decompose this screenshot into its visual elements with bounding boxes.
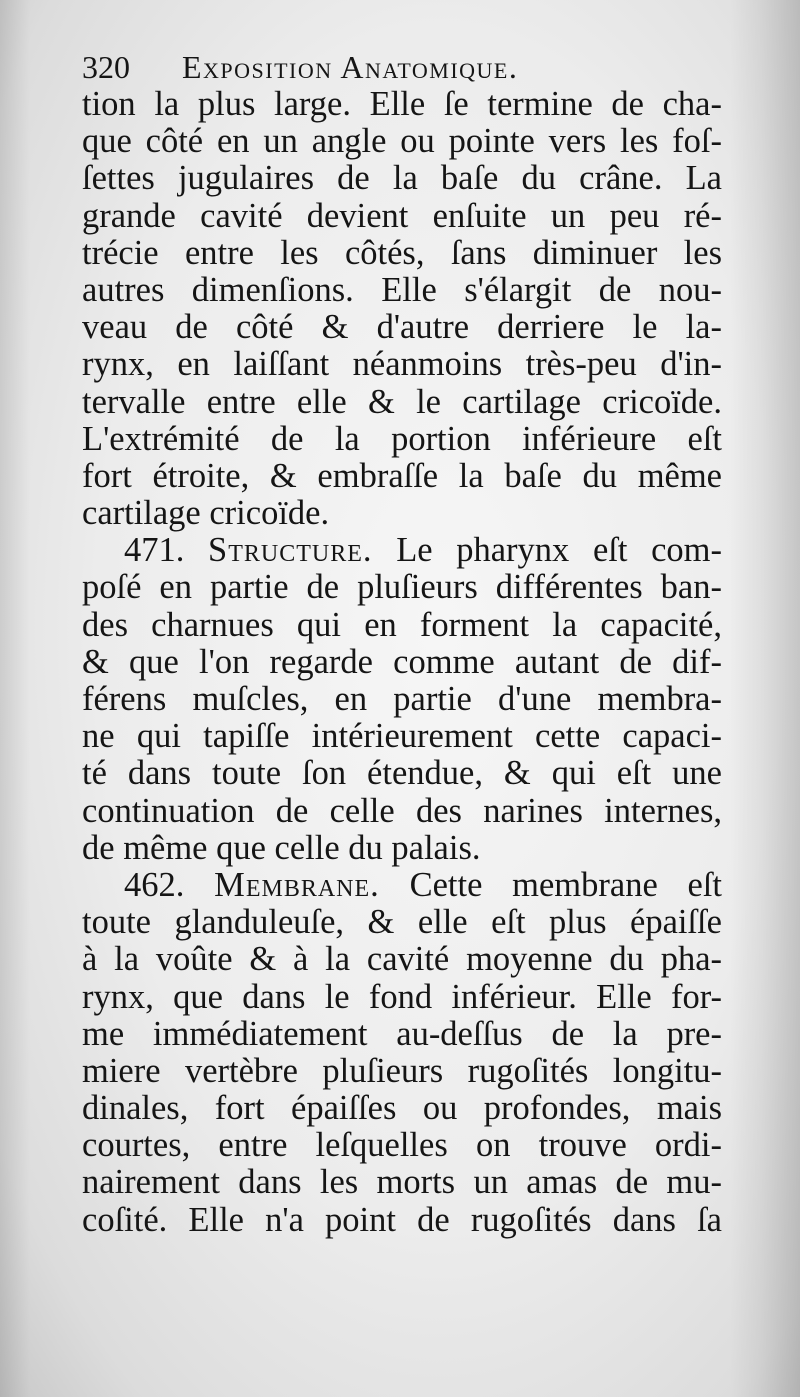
text-line: & que l'on regarde comme autant de dif- [82,643,722,681]
page-gutter-shadow [730,0,800,1397]
text-line: à la voûte & à la cavité moyenne du pha- [82,941,722,979]
text-line: tion la plus large. Elle ſe termine de cha- [82,86,722,123]
text-line: nairement dans les morts un amas de mu- [82,1164,722,1202]
text-line: ne qui tapiſſe intérieurement cette capaci- [82,718,722,756]
text-line: des charnues qui en forment la capacité, [82,606,722,644]
text-line: tervalle entre elle & le cartilage cricoïde. [82,383,722,421]
text-line: coſité. Elle n'a point de rugoſités dans ſa [82,1201,722,1239]
text-line: continuation de celle des narines internes, [82,792,722,830]
text-line: férens muſcles, en partie d'une membra- [82,681,722,718]
text-line: poſé en partie de pluſieurs différentes ban- [82,569,722,607]
section-heading: Structure. [208,532,373,570]
text-line: dinales, fort épaiſſes ou profondes, mais [82,1090,722,1128]
text-line: de même que celle du palais. [82,829,481,867]
text-line: fort étroite, & embraſſe la baſe du même [82,457,722,495]
section-number: 471. [124,532,209,570]
text-line: L'extrémité de la portion inférieure eſt [82,420,722,458]
running-header [82,44,722,90]
body-text [82,86,722,1239]
text-line: me immédiatement au-deſſus de la pre- [82,1015,722,1053]
text-line: miere vertèbre pluſieurs rugoſités longitu- [82,1052,722,1090]
section-first-line [82,532,722,569]
section-line-text: Le pharynx eſt com- [372,532,722,570]
text-line: rynx, en laiſſant néanmoins très-peu d'in- [82,346,722,384]
text-line: courtes, entre leſquelles on trouve ordi- [82,1127,722,1165]
text-line: ſettes jugulaires de la baſe du crâne. La [82,160,722,198]
text-line: cartilage cricoïde. [82,495,330,533]
running-title: Exposition Anatomique. [182,49,519,85]
page-number: 320 [82,49,130,85]
section-first-line [82,867,722,904]
text-line: que côté en un angle ou pointe vers les foſ- [82,123,722,161]
section-number: 462. [124,866,215,904]
text-line: grande cavité devient enſuite un peu ré- [82,197,722,235]
section-line-text: Cette membrane eſt [379,866,722,904]
section-heading: Membrane. [214,866,380,904]
text-line: toute glanduleuſe, & elle eſt plus épaiſſe [82,904,722,942]
page-left-shadow [0,0,30,1397]
text-line: té dans toute ſon étendue, & qui eſt une [82,755,722,793]
text-line: veau de côté & d'autre derriere le la- [82,309,722,347]
text-line: autres dimenſions. Elle s'élargit de nou- [82,271,722,309]
text-line: rynx, que dans le fond inférieur. Elle for- [82,978,722,1016]
text-line: trécie entre les côtés, ſans diminuer les [82,234,722,272]
